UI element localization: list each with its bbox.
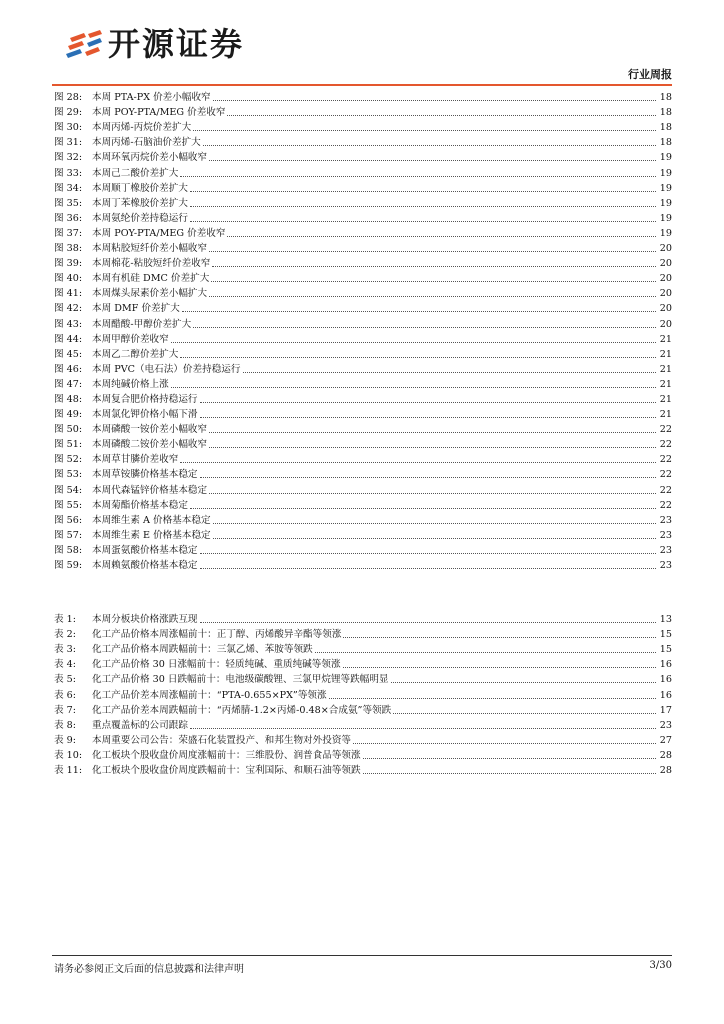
table-entry-page: 28	[659, 765, 672, 777]
figure-entry[interactable]	[54, 361, 672, 376]
figure-entry-title: 本周 PVC（电石法）价差持稳运行	[92, 363, 241, 375]
dot-leader	[209, 446, 656, 448]
figure-entry[interactable]	[54, 119, 672, 134]
figure-entry-page: 18	[659, 137, 672, 149]
table-entry-page: 16	[659, 674, 672, 686]
dot-leader	[171, 386, 656, 388]
figure-entry-page: 20	[659, 318, 672, 330]
figure-entry-title: 本周代森锰锌价格基本稳定	[92, 484, 208, 496]
figure-entry[interactable]	[54, 512, 672, 527]
table-entry[interactable]	[54, 611, 672, 626]
table-entry-title: 化工板块个股收盘价周度跌幅前十：宝利国际、和顺石油等领跌	[92, 765, 361, 777]
figure-entry-title: 本周草铵膦价格基本稳定	[92, 469, 198, 481]
dot-leader	[243, 371, 657, 373]
dot-leader	[363, 772, 656, 774]
figure-entry-title: 本周醋酸-甲醇价差扩大	[92, 318, 192, 330]
figure-entry-label: 图 57:	[54, 529, 83, 541]
figure-entry-label: 图 51:	[54, 439, 83, 451]
dot-leader	[227, 114, 656, 116]
figure-entry-title: 本周甲醇价差收窄	[92, 333, 169, 345]
dot-leader	[209, 431, 656, 433]
figure-entry[interactable]	[54, 104, 672, 119]
dot-leader	[200, 567, 656, 569]
figure-entry-label: 图 37:	[54, 227, 83, 239]
figure-entry-title: 本周维生素 E 价格基本稳定	[92, 529, 211, 541]
dot-leader	[203, 144, 656, 146]
figure-entry-title: 本周乙二醇价差扩大	[92, 348, 179, 360]
figure-entry-title: 本周 POY-PTA/MEG 价差收窄	[92, 107, 226, 119]
figure-entry[interactable]	[54, 285, 672, 300]
table-entry[interactable]	[54, 747, 672, 762]
table-entry-page: 16	[659, 689, 672, 701]
table-entry-page: 17	[659, 704, 672, 716]
figure-entry-page: 21	[659, 393, 672, 405]
figure-entry-title: 本周丙烯-丙烷价差扩大	[92, 122, 192, 134]
figure-entry-title: 本周蛋氨酸价格基本稳定	[92, 544, 198, 556]
figure-entry-label: 图 28:	[54, 92, 83, 104]
figure-entry-label: 图 59:	[54, 560, 83, 571]
table-entry-label: 表 1:	[54, 614, 76, 626]
table-index-list	[54, 611, 672, 777]
figure-entry-label: 图 30:	[54, 122, 83, 134]
figure-entry-label: 图 49:	[54, 409, 83, 421]
table-entry-title: 化工产品价格本周跌幅前十：三氯乙烯、苯胺等领跌	[92, 644, 313, 656]
figure-entry-page: 19	[659, 197, 672, 209]
table-entry-title: 本周分板块价格涨跌互现	[92, 614, 198, 626]
report-type-label: 行业周报	[628, 68, 672, 81]
figure-entry-page: 23	[659, 529, 672, 541]
figure-entry-label: 图 48:	[54, 393, 83, 405]
figure-entry-title: 本周赖氨酸价格基本稳定	[92, 560, 198, 571]
figure-entry-label: 图 39:	[54, 258, 83, 270]
figure-entry-label: 图 52:	[54, 454, 83, 466]
figure-entry-page: 23	[659, 514, 672, 526]
figure-entry-page: 22	[659, 439, 672, 451]
figure-entry-label: 图 36:	[54, 212, 83, 224]
figure-entry-title: 本周复合肥价格持稳运行	[92, 393, 198, 405]
figure-entry-label: 图 38:	[54, 243, 83, 255]
figure-entry[interactable]	[54, 315, 672, 330]
figure-entry[interactable]	[54, 542, 672, 557]
figure-entry-title: 本周己二酸价差扩大	[92, 167, 179, 179]
figure-entry-title: 本周棉花-粘胶短纤价差收窄	[92, 258, 211, 270]
figure-entry-label: 图 53:	[54, 469, 83, 481]
figure-entry-page: 21	[659, 363, 672, 375]
dot-leader	[200, 552, 656, 554]
figure-entry[interactable]	[54, 300, 672, 315]
figure-entry-page: 22	[659, 424, 672, 436]
figure-entry[interactable]	[54, 391, 672, 406]
figure-entry-page: 21	[659, 333, 672, 345]
figure-entry-title: 本周磷酸一铵价差小幅收窄	[92, 424, 208, 436]
figure-entry[interactable]	[54, 436, 672, 451]
figure-entry-title: 本周维生素 A 价格基本稳定	[92, 514, 211, 526]
dot-leader	[182, 310, 656, 312]
figure-entry-page: 20	[659, 303, 672, 315]
footer-divider	[52, 955, 672, 956]
figure-entry-page: 19	[659, 152, 672, 164]
table-entry-label: 表 2:	[54, 629, 76, 641]
dot-leader	[180, 175, 656, 177]
figure-entry-page: 19	[659, 212, 672, 224]
figure-entry-label: 图 58:	[54, 544, 83, 556]
figure-entry-title: 本周草甘膦价差收窄	[92, 454, 179, 466]
figure-entry-page: 18	[659, 92, 672, 104]
figure-entry-page: 18	[659, 107, 672, 119]
dot-leader	[391, 681, 656, 683]
figure-entry-label: 图 40:	[54, 273, 83, 285]
figure-entry-page: 20	[659, 288, 672, 300]
dot-leader	[200, 476, 656, 478]
figure-entry-page: 20	[659, 243, 672, 255]
figure-entry-page: 23	[659, 544, 672, 556]
table-entry-page: 27	[659, 734, 672, 746]
figure-entry[interactable]	[54, 255, 672, 270]
header-divider	[52, 84, 672, 86]
dot-leader	[190, 727, 656, 729]
figure-entry-title: 本周 PTA-PX 价差小幅收窄	[92, 92, 211, 104]
figure-entry[interactable]	[54, 210, 672, 225]
page-number: 3/30	[649, 960, 672, 971]
figure-entry[interactable]	[54, 346, 672, 361]
dot-leader	[180, 461, 656, 463]
figure-entry-title: 本周顺丁橡胶价差扩大	[92, 182, 188, 194]
figure-entry-label: 图 42:	[54, 303, 83, 315]
dot-leader	[343, 636, 656, 638]
dot-leader	[212, 265, 656, 267]
table-entry[interactable]	[54, 717, 672, 732]
dot-leader	[180, 356, 656, 358]
figure-entry-title: 本周氨纶价差持稳运行	[92, 212, 188, 224]
figure-entry-page: 19	[659, 167, 672, 179]
figure-entry-page: 22	[659, 454, 672, 466]
dot-leader	[213, 99, 656, 101]
dot-leader	[227, 235, 656, 237]
table-entry[interactable]	[54, 626, 672, 641]
dot-leader	[213, 537, 656, 539]
table-entry-label: 表 3:	[54, 644, 76, 656]
table-entry-page: 15	[659, 629, 672, 641]
figure-entry-page: 19	[659, 182, 672, 194]
figure-entry-label: 图 34:	[54, 182, 83, 194]
table-entry-page: 16	[659, 659, 672, 671]
figure-entry-title: 本周粘胶短纤价差小幅收窄	[92, 243, 208, 255]
figure-entry-title: 本周环氧丙烷价差小幅收窄	[92, 152, 208, 164]
figure-entry[interactable]	[54, 331, 672, 346]
table-entry-title: 化工产品价差本周涨幅前十：“PTA-0.655×PX”等领涨	[92, 689, 327, 701]
table-entry[interactable]	[54, 686, 672, 701]
dot-leader	[211, 280, 656, 282]
table-entry-label: 表 10:	[54, 749, 83, 761]
figure-entry-label: 图 35:	[54, 197, 83, 209]
table-entry-title: 化工产品价格本周涨幅前十：正丁醇、丙烯酸异辛酯等领涨	[92, 629, 342, 641]
dot-leader	[315, 651, 656, 653]
figure-entry[interactable]	[54, 89, 672, 104]
table-entry-title: 化工板块个股收盘价周度涨幅前十：三维股份、润普食品等领涨	[92, 749, 361, 761]
figure-entry-label: 图 56:	[54, 514, 83, 526]
figure-index-list	[54, 89, 672, 572]
figure-entry-label: 图 41:	[54, 288, 83, 300]
figure-entry-title: 本周 DMF 价差扩大	[92, 303, 180, 315]
footer-disclaimer: 请务必参阅正文后面的信息披露和法律声明	[54, 964, 244, 975]
dot-leader	[353, 742, 656, 744]
figure-entry-page: 22	[659, 484, 672, 496]
figure-entry-title: 本周煤头尿素价差小幅扩大	[92, 288, 208, 300]
figure-entry-title: 本周磷酸二铵价差小幅收窄	[92, 439, 208, 451]
dot-leader	[190, 507, 656, 509]
table-entry-title: 化工产品价格 30 日跌幅前十：电池级碳酸锂、三氯甲烷锂等跌幅明显	[92, 674, 389, 686]
figure-entry-title: 本周氯化钾价格小幅下滑	[92, 409, 198, 421]
dot-leader	[209, 492, 656, 494]
table-entry[interactable]	[54, 671, 672, 686]
dot-leader	[190, 205, 656, 207]
figure-entry-page: 21	[659, 378, 672, 390]
figure-entry-label: 图 55:	[54, 499, 83, 511]
table-entry[interactable]	[54, 762, 672, 777]
figure-entry[interactable]	[54, 497, 672, 512]
table-entry[interactable]	[54, 702, 672, 717]
figure-entry[interactable]	[54, 240, 672, 255]
figure-entry-label: 图 32:	[54, 152, 83, 164]
table-entry-label: 表 8:	[54, 719, 76, 731]
dot-leader	[213, 522, 656, 524]
figure-entry[interactable]	[54, 225, 672, 240]
dot-leader	[200, 621, 656, 623]
figure-entry-page: 20	[659, 258, 672, 270]
dot-leader	[209, 159, 656, 161]
dot-leader	[209, 295, 656, 297]
figure-entry-label: 图 43:	[54, 318, 83, 330]
figure-entry-page: 23	[659, 560, 672, 571]
figure-entry-label: 图 29:	[54, 107, 83, 119]
table-entry-page: 28	[659, 749, 672, 761]
figure-entry-title: 本周丙烯-石脑油价差扩大	[92, 137, 201, 149]
figure-entry-page: 22	[659, 469, 672, 481]
dot-leader	[343, 666, 656, 668]
table-entry-label: 表 5:	[54, 674, 76, 686]
dot-leader	[190, 190, 656, 192]
dot-leader	[200, 401, 656, 403]
figure-entry[interactable]	[54, 134, 672, 149]
figure-entry-page: 22	[659, 499, 672, 511]
dot-leader	[190, 220, 656, 222]
figure-entry-title: 本周丁苯橡胶价差扩大	[92, 197, 188, 209]
dot-leader	[363, 757, 656, 759]
figure-entry-label: 图 54:	[54, 484, 83, 496]
figure-entry-label: 图 33:	[54, 167, 83, 179]
figure-entry[interactable]	[54, 180, 672, 195]
table-entry-title: 化工产品价差本周跌幅前十：“丙烯腈-1.2×丙烯-0.48×合成氨”等领跌	[92, 704, 392, 716]
table-entry-label: 表 9:	[54, 734, 76, 746]
figure-entry[interactable]	[54, 451, 672, 466]
figure-entry-page: 18	[659, 122, 672, 134]
dot-leader	[200, 416, 656, 418]
table-entry-page: 23	[659, 719, 672, 731]
table-entry-page: 13	[659, 614, 672, 626]
figure-entry-label: 图 46:	[54, 363, 83, 375]
company-name: 开源证券	[108, 25, 245, 63]
figure-entry-label: 图 50:	[54, 424, 83, 436]
table-entry-label: 表 11:	[54, 765, 83, 777]
dot-leader	[171, 341, 656, 343]
table-entry[interactable]	[54, 656, 672, 671]
table-entry-label: 表 7:	[54, 704, 76, 716]
table-entry[interactable]	[54, 732, 672, 747]
table-entry-title: 化工产品价格 30 日涨幅前十：轻质纯碱、重质纯碱等领涨	[92, 659, 341, 671]
figure-entry-page: 21	[659, 348, 672, 360]
figure-entry[interactable]	[54, 527, 672, 542]
figure-entry[interactable]	[54, 466, 672, 481]
figure-entry-title: 本周菊酯价格基本稳定	[92, 499, 188, 511]
figure-entry-label: 图 31:	[54, 137, 83, 149]
figure-entry-title: 本周 POY-PTA/MEG 价差收窄	[92, 227, 226, 239]
figure-entry[interactable]	[54, 164, 672, 179]
figure-entry-title: 本周有机硅 DMC 价差扩大	[92, 273, 210, 285]
table-entry-title: 重点覆盖标的公司跟踪	[92, 719, 188, 731]
figure-entry-page: 20	[659, 273, 672, 285]
figure-entry[interactable]	[54, 421, 672, 436]
figure-entry[interactable]	[54, 557, 672, 572]
dot-leader	[209, 250, 656, 252]
figure-entry[interactable]	[54, 481, 672, 496]
dot-leader	[329, 697, 656, 699]
dot-leader	[193, 129, 656, 131]
figure-entry[interactable]	[54, 376, 672, 391]
figure-entry-title: 本周纯碱价格上涨	[92, 378, 169, 390]
table-entry-label: 表 6:	[54, 689, 76, 701]
table-entry[interactable]	[54, 641, 672, 656]
figure-entry[interactable]	[54, 195, 672, 210]
table-entry-page: 15	[659, 644, 672, 656]
figure-entry-page: 19	[659, 227, 672, 239]
figure-entry[interactable]	[54, 406, 672, 421]
table-entry-label: 表 4:	[54, 659, 76, 671]
figure-entry-label: 图 44:	[54, 333, 83, 345]
figure-entry-label: 图 47:	[54, 378, 83, 390]
dot-leader	[193, 326, 656, 328]
figure-entry[interactable]	[54, 149, 672, 164]
figure-entry-page: 21	[659, 409, 672, 421]
figure-entry-label: 图 45:	[54, 348, 83, 360]
figure-entry[interactable]	[54, 270, 672, 285]
table-entry-title: 本周重要公司公告：荣盛石化装置投产、和邦生物对外投资等	[92, 734, 352, 746]
dot-leader	[393, 712, 656, 714]
